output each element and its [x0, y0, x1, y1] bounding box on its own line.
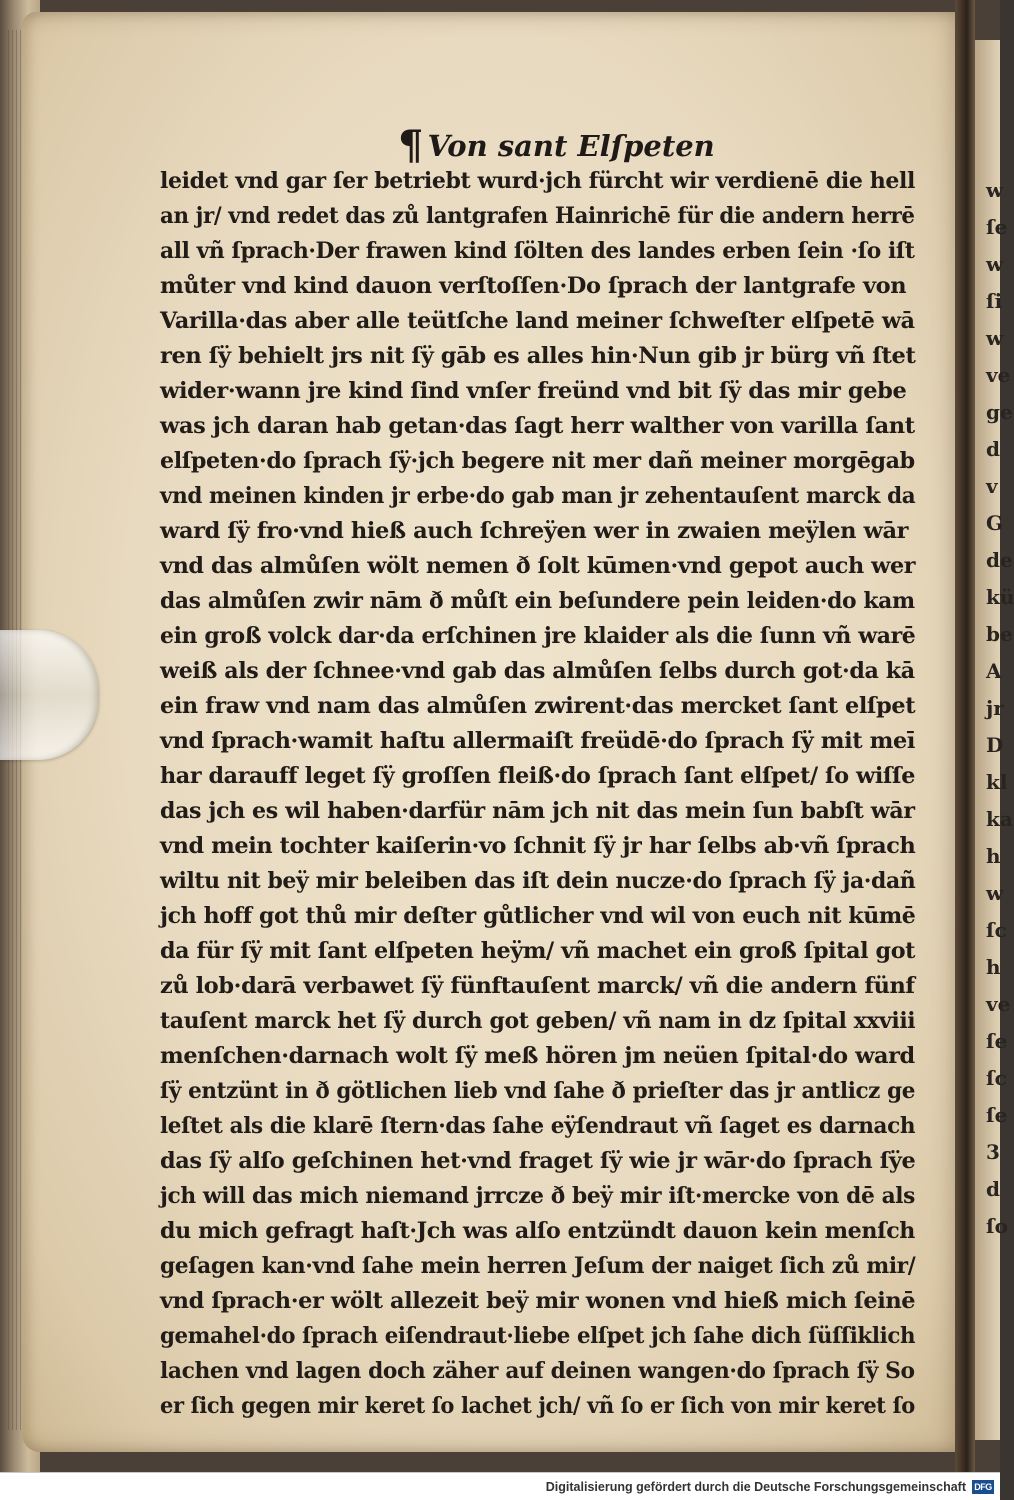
heading-title: Von sant Elſpeten — [427, 129, 715, 163]
text-line: leſtet als die klarē ſtern·das ſahe eÿſendraut vñ ſaget es darnach — [160, 1113, 916, 1139]
text-line: zů lob·darā verbawet ſÿ fünftauſent marck/ vñ die andern fünf — [160, 973, 915, 999]
facing-page-fragment: h — [986, 844, 1001, 868]
text-line: weiß als der ſchnee·vnd gab das almůſen ſelbs durch got·da kā — [160, 658, 915, 684]
facing-page-fragment: ſe — [986, 215, 1008, 239]
digitization-footer — [0, 1472, 1000, 1500]
facing-page-fragment: A — [986, 659, 1002, 683]
dfg-logo-icon: DFG — [972, 1480, 994, 1494]
facing-page-fragment: D — [986, 733, 1004, 757]
book-gutter — [955, 0, 975, 1472]
text-line: das jch es wil haben·darfür nām jch nit das mein ſun babſt wār — [160, 798, 915, 824]
text-line: ein fraw vnd nam das almůſen zwirent·das mercket ſant elſpet — [160, 693, 916, 719]
text-line: leidet vnd gar ſer betriebt wurd·jch fürcht wir verdienē die hell — [160, 168, 915, 194]
facing-page-fragment: h — [986, 955, 1001, 979]
text-line: menſchen·darnach wolt ſÿ meß hören jm neüen ſpital·do ward — [160, 1043, 915, 1069]
facing-page-fragment: ſe — [986, 1103, 1008, 1127]
facing-page-fragment: ſe — [986, 1029, 1008, 1053]
running-heading — [398, 122, 818, 169]
text-line: er ſich gegen mir keret ſo lachet jch/ vñ ſo er ſich von mir keret ſo — [160, 1393, 915, 1419]
text-line: Varilla·das aber alle teütſche land meiner ſchweſter elſpetē wā — [160, 308, 915, 334]
facing-page-fragment: jr — [986, 696, 1004, 720]
text-line: all vñ ſprach·Der frawen kind ſölten des landes erben ſein ·ſo iſt — [160, 238, 915, 264]
facing-page-fragment: ſc — [986, 1066, 1007, 1090]
facing-page-fragment: ge — [986, 400, 1013, 424]
text-line: vnd mein tochter kaiſerin·vo ſchnit ſÿ jr har ſelbs ab·vñ ſprach — [160, 833, 916, 859]
facing-page-fragment: w — [986, 178, 1004, 202]
facing-page-fragment: G — [986, 511, 1004, 535]
text-line: das ſÿ alſo geſchinen het·vnd fraget ſÿ wie jr wār·do ſprach ſÿe — [160, 1148, 916, 1174]
text-line: du mich gefragt haſt·Jch was alſo entzündt dauon kein menſch — [160, 1218, 916, 1244]
text-line: was jch daran hab getan·das ſagt herr walther von varilla ſant — [160, 413, 915, 439]
facing-page-fragment: w — [986, 881, 1004, 905]
facing-page-fragment: ka — [986, 807, 1013, 831]
facing-page-fragment: ve — [986, 363, 1011, 387]
facing-page-fragment: kü — [986, 585, 1014, 609]
facing-page-fragment: be — [986, 622, 1013, 646]
text-line: ward ſÿ fro·vnd hieß auch ſchreÿen wer in zwaien meÿlen wār — [160, 518, 909, 544]
facing-page-fragment: w — [986, 326, 1004, 350]
facing-page-fragment: ſi — [986, 289, 1003, 313]
facing-page-fragment: de — [986, 548, 1013, 572]
text-line: tauſent marck het ſÿ durch got geben/ vñ nam in dz ſpital xxviii — [160, 1008, 916, 1034]
text-line: har darauff leget ſÿ groſſen fleiß·do ſprach ſant elſpet/ ſo wiſſe — [160, 763, 916, 789]
body-text — [160, 164, 915, 1424]
text-line: vnd das almůſen wölt nemen ð ſolt kūmen·vnd gepot auch wer — [160, 553, 916, 579]
facing-page-fragment: ſo — [986, 1214, 1008, 1238]
text-line: jch hoff got thů mir deſter gůtlicher vnd wil von euch nit kūmē — [160, 903, 916, 929]
text-line: an jr/ vnd redet das zů lantgrafen Hainrichē für die andern herrē — [160, 203, 915, 229]
facing-page-fragment: v — [986, 474, 998, 498]
text-line: geſagen kan·vnd ſahe mein herren Jeſum der naiget ſich zů mir/ — [160, 1253, 916, 1279]
facing-page-fragment: 3 — [986, 1140, 1000, 1164]
facing-page-fragment: d — [986, 1177, 1000, 1201]
text-line: wiltu nit beÿ mir beleiben das iſt dein nucze·do ſprach ſÿ ja·dañ — [160, 868, 916, 894]
text-line: elſpeten·do ſprach ſÿ·jch begere nit mer dañ meiner morgēgab — [160, 448, 915, 474]
text-line: vnd ſprach·wamit haſtu allermaiſt freüdē·do ſprach ſÿ mit meī — [160, 728, 915, 754]
facing-page-fragment: ſc — [986, 918, 1007, 942]
text-line: das almůſen zwir nām ð můſt ein beſundere pein leiden·do kam — [160, 588, 915, 614]
text-line: ſÿ entzünt in ð götlichen lieb vnd ſahe ð prieſter das jr antlicz ge — [160, 1078, 916, 1104]
text-line: ein groß volck dar·da erſchinen jre klaider als die ſunn vñ warē — [160, 623, 916, 649]
pilcrow-mark: ¶ — [398, 122, 424, 169]
text-line: můter vnd kind dauon verſtoſſen·Do ſprach der lantgrafe von — [160, 273, 907, 299]
facing-page-fragment: ve — [986, 992, 1011, 1016]
facing-page-fragment: w — [986, 252, 1004, 276]
text-line: vnd meinen kinden jr erbe·do gab man jr zehentauſent marck da — [160, 483, 916, 509]
text-line: lachen vnd lagen doch zäher auf deinen wangen·do ſprach ſÿ So — [160, 1358, 915, 1384]
text-line: wider·wann jre kind ſind vnſer freünd vnd bit ſÿ das mir gebe — [160, 378, 907, 404]
text-line: da für ſÿ mit ſant elſpeten heÿm/ vñ machet ein groß ſpital got — [160, 938, 916, 964]
facing-page-fragment: d — [986, 437, 1000, 461]
text-line: jch will das mich niemand jrrcze ð beÿ mir iſt·mercke von dē als — [160, 1183, 915, 1209]
text-line: ren ſÿ behielt jrs nit ſÿ gāb es alles hin·Nun gib jr bürg vñ ſtet — [160, 343, 916, 369]
facing-page-fragment: kl — [986, 770, 1008, 794]
funding-credit: Digitalisierung gefördert durch die Deutsche Forschungsgemeinschaft — [545, 1479, 966, 1494]
text-line: vnd ſprach·er wölt allezeit beÿ mir wonen vnd hieß mich ſeinē — [160, 1288, 916, 1314]
text-line: gemahel·do ſprach eiſendraut·liebe elſpet jch ſahe dich ſüſſiklich — [160, 1323, 916, 1349]
